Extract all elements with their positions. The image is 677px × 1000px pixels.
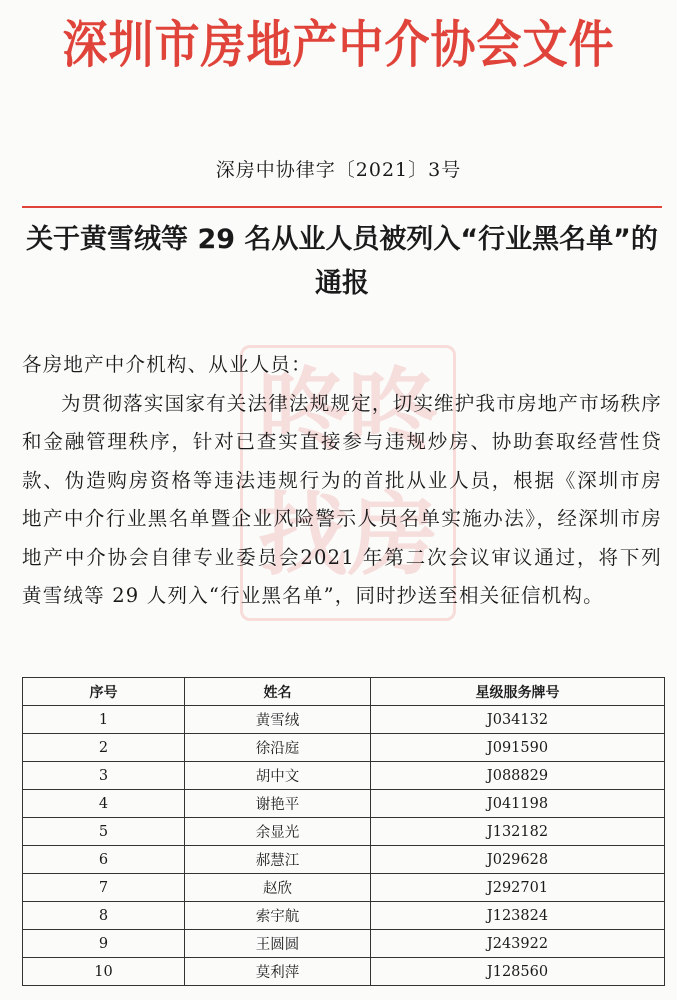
cell-index: 3 [23,762,185,790]
cell-name: 谢艳平 [185,790,371,818]
blacklist-table [22,677,665,986]
table-header-row [23,678,665,706]
cell-name: 莫利萍 [185,958,371,986]
column-header-index: 序号 [23,678,185,706]
cell-name: 黄雪绒 [185,706,371,734]
cell-index: 6 [23,846,185,874]
cell-index: 7 [23,874,185,902]
table-row [23,734,665,762]
cell-service-number: J029628 [371,846,665,874]
cell-index: 2 [23,734,185,762]
table-row [23,846,665,874]
cell-index: 4 [23,790,185,818]
cell-index: 9 [23,930,185,958]
cell-service-number: J088829 [371,762,665,790]
table-row [23,958,665,986]
cell-name: 徐沿庭 [185,734,371,762]
table-row [23,930,665,958]
column-header-service-number: 星级服务牌号 [371,678,665,706]
body-paragraph: 为贯彻落实国家有关法律法规规定，切实维护我市房地产市场秩序和金融管理秩序，针对已查实直接参与违规炒房、协助套取经营性贷款、伪造购房资格等违法违规行为的首批从业人员，根据《深圳市房地产中介行业黑名单暨企业风险警示人员名单实施办法》，经深圳市房地产中介协会自律专业委员会2021 年第二次会议审议通过，将下列黄雪绒等 29 人列入“行业黑名单”，同时抄送至相关征信机构。 [22,391,662,607]
column-header-name: 姓名 [185,678,371,706]
cell-service-number: J091590 [371,734,665,762]
cell-service-number: J123824 [371,902,665,930]
notice-title: 关于黄雪绒等 29 名从业人员被列入“行业黑名单”的通报 [26,224,658,299]
cell-service-number: J243922 [371,930,665,958]
table-row [23,818,665,846]
cell-name: 王圆圆 [185,930,371,958]
cell-name: 胡中文 [185,762,371,790]
table-row [23,762,665,790]
cell-service-number: J292701 [371,874,665,902]
cell-name: 郝慧江 [185,846,371,874]
cell-index: 5 [23,818,185,846]
cell-service-number: J132182 [371,818,665,846]
watermark-stamp-text: 咚咚找房 [258,358,438,588]
table-row [23,706,665,734]
header-divider [22,206,662,208]
cell-service-number: J128560 [371,958,665,986]
table-row [23,874,665,902]
cell-index: 10 [23,958,185,986]
cell-name: 赵欣 [185,874,371,902]
cell-service-number: J034132 [371,706,665,734]
document-header-title: 深圳市房地产中介协会文件 [62,15,615,75]
cell-index: 1 [23,706,185,734]
cell-index: 8 [23,902,185,930]
notice-body [22,346,662,616]
cell-name: 索宇航 [185,902,371,930]
cell-name: 余显光 [185,818,371,846]
salutation: 各房地产中介机构、从业人员： [22,353,312,376]
table-row [23,902,665,930]
document-number: 深房中协律字〔2021〕3号 [215,159,462,181]
table-row [23,790,665,818]
cell-service-number: J041198 [371,790,665,818]
